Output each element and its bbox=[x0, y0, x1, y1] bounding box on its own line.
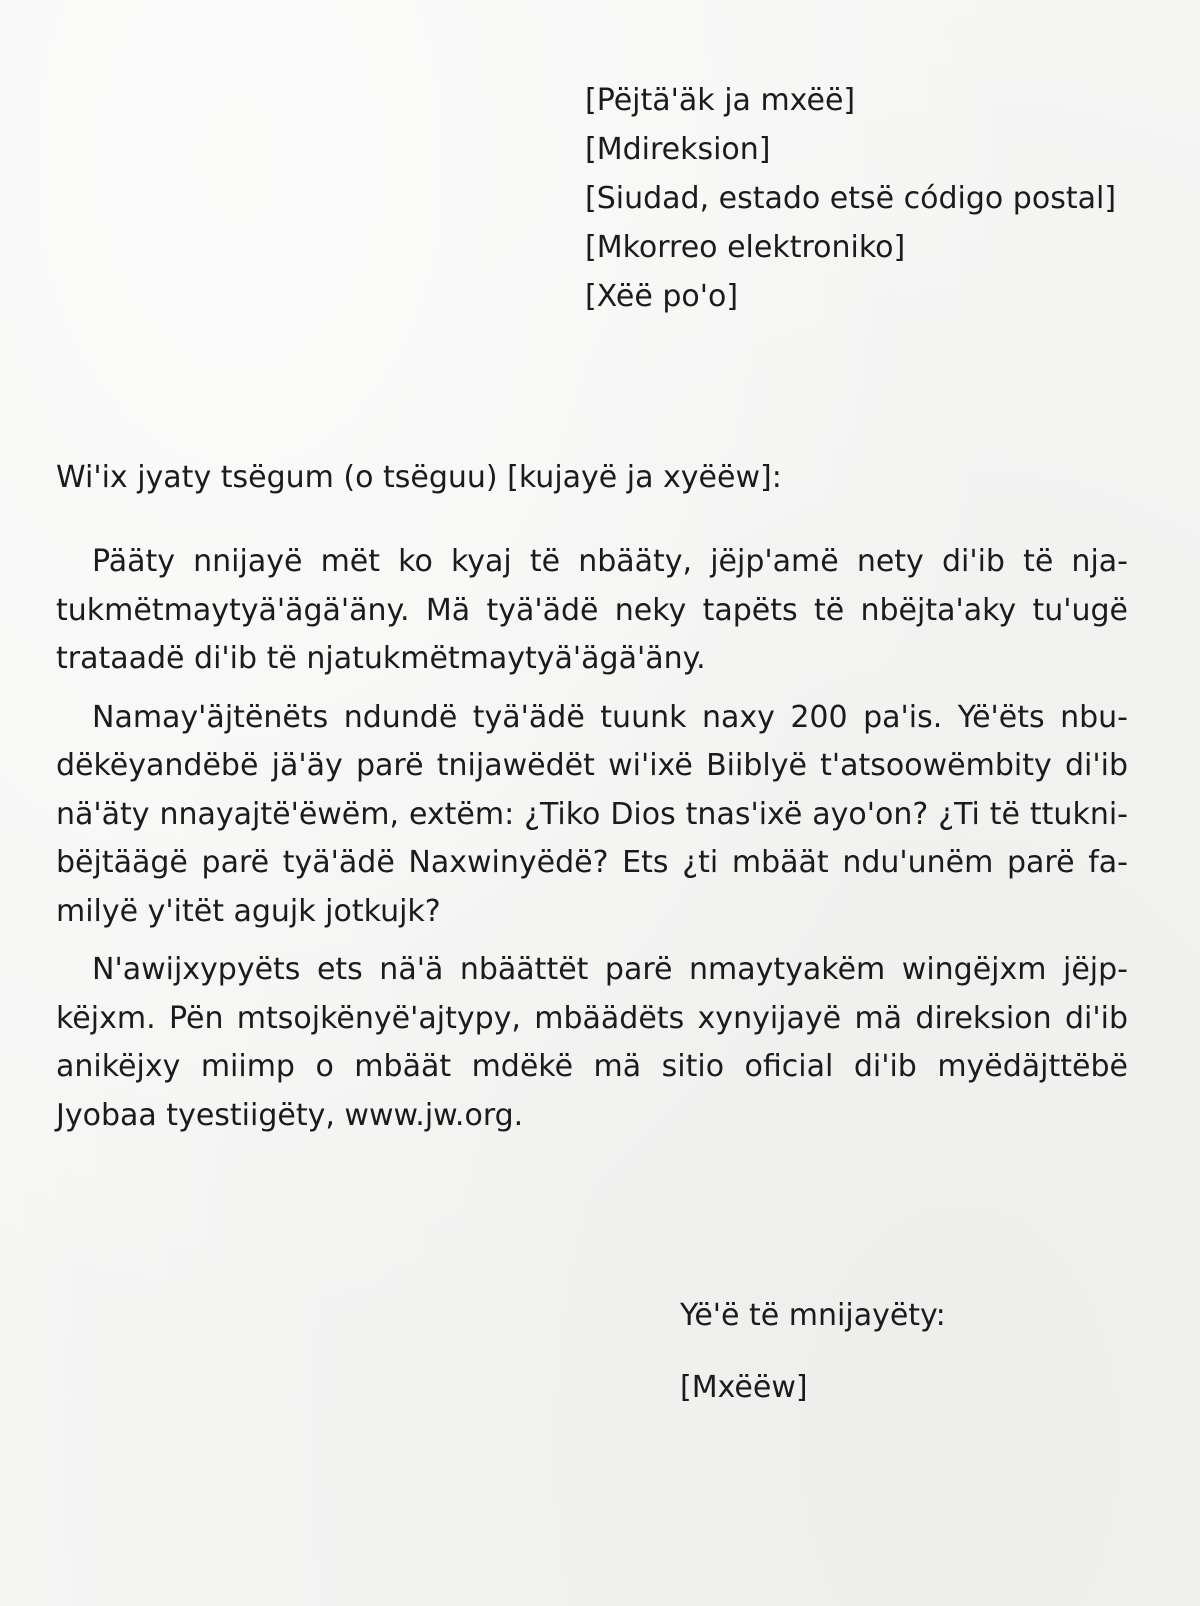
closing: Yë'ë të mnijayëty: bbox=[680, 1298, 946, 1333]
body-paragraph-2: Namay'äjtënëts ndundë tyä'ädë tuunk naxy 200 pa'is. Yë'ëts nbudëkëyandëbë jä'äy parë tnijawëdët wi'ixë Biiblyë t'atsoowëmbity di'ib nä'äty nnayajtë'ëwëm, extëm: ¿Tiko Dios tnas'ixë ayo'on? ¿Ti të ttuknibëjtäägë parë tyä'ädë Naxwinyëdë? Ets ¿ti mbäät ndu'unëm parë familyë y'itët agujk jotkujk? bbox=[56, 699, 1128, 929]
body-paragraph-1: Pääty nnijayë mët ko kyaj të nbääty, jëjp'amë nety di'ib të njatukmëtmaytyä'ägä'äny. Mä tyä'ädë neky tapëts të nbëjta'aky tu'ugë trataadë di'ib të njatukmëtmaytyä'ägä'äny. bbox=[56, 544, 1128, 676]
sender-address: [Mdireksion] bbox=[585, 132, 771, 167]
sender-name: [Pëjtä'äk ja mxëë] bbox=[585, 83, 856, 118]
sender-block bbox=[585, 76, 1116, 321]
salutation: Wi'ix jyaty tsëgum (o tsëguu) [kujayë ja xyëëw]: bbox=[56, 460, 782, 495]
letter-body bbox=[56, 538, 1128, 1150]
sender-email: [Mkorreo elektroniko] bbox=[585, 230, 906, 265]
body-paragraph-3: N'awijxypyëts ets nä'ä nbäättët parë nmaytyakëm wingëjxm jëjpkëjxm. Pën mtsojkënyë'ajtypy, mbäädëts xynyijayë mä direksion di'ib anikëjxy miimp o mbäät mdëkë mä sitio oficial di'ib myëdäjttëbë Jyobaa tyestiigëty, www.jw.org. bbox=[56, 952, 1128, 1133]
sender-city-state-zip: [Siudad, estado etsë código postal] bbox=[585, 181, 1117, 216]
letter-date: [Xëë po'o] bbox=[585, 279, 739, 314]
signature: [Mxëëw] bbox=[680, 1370, 808, 1405]
